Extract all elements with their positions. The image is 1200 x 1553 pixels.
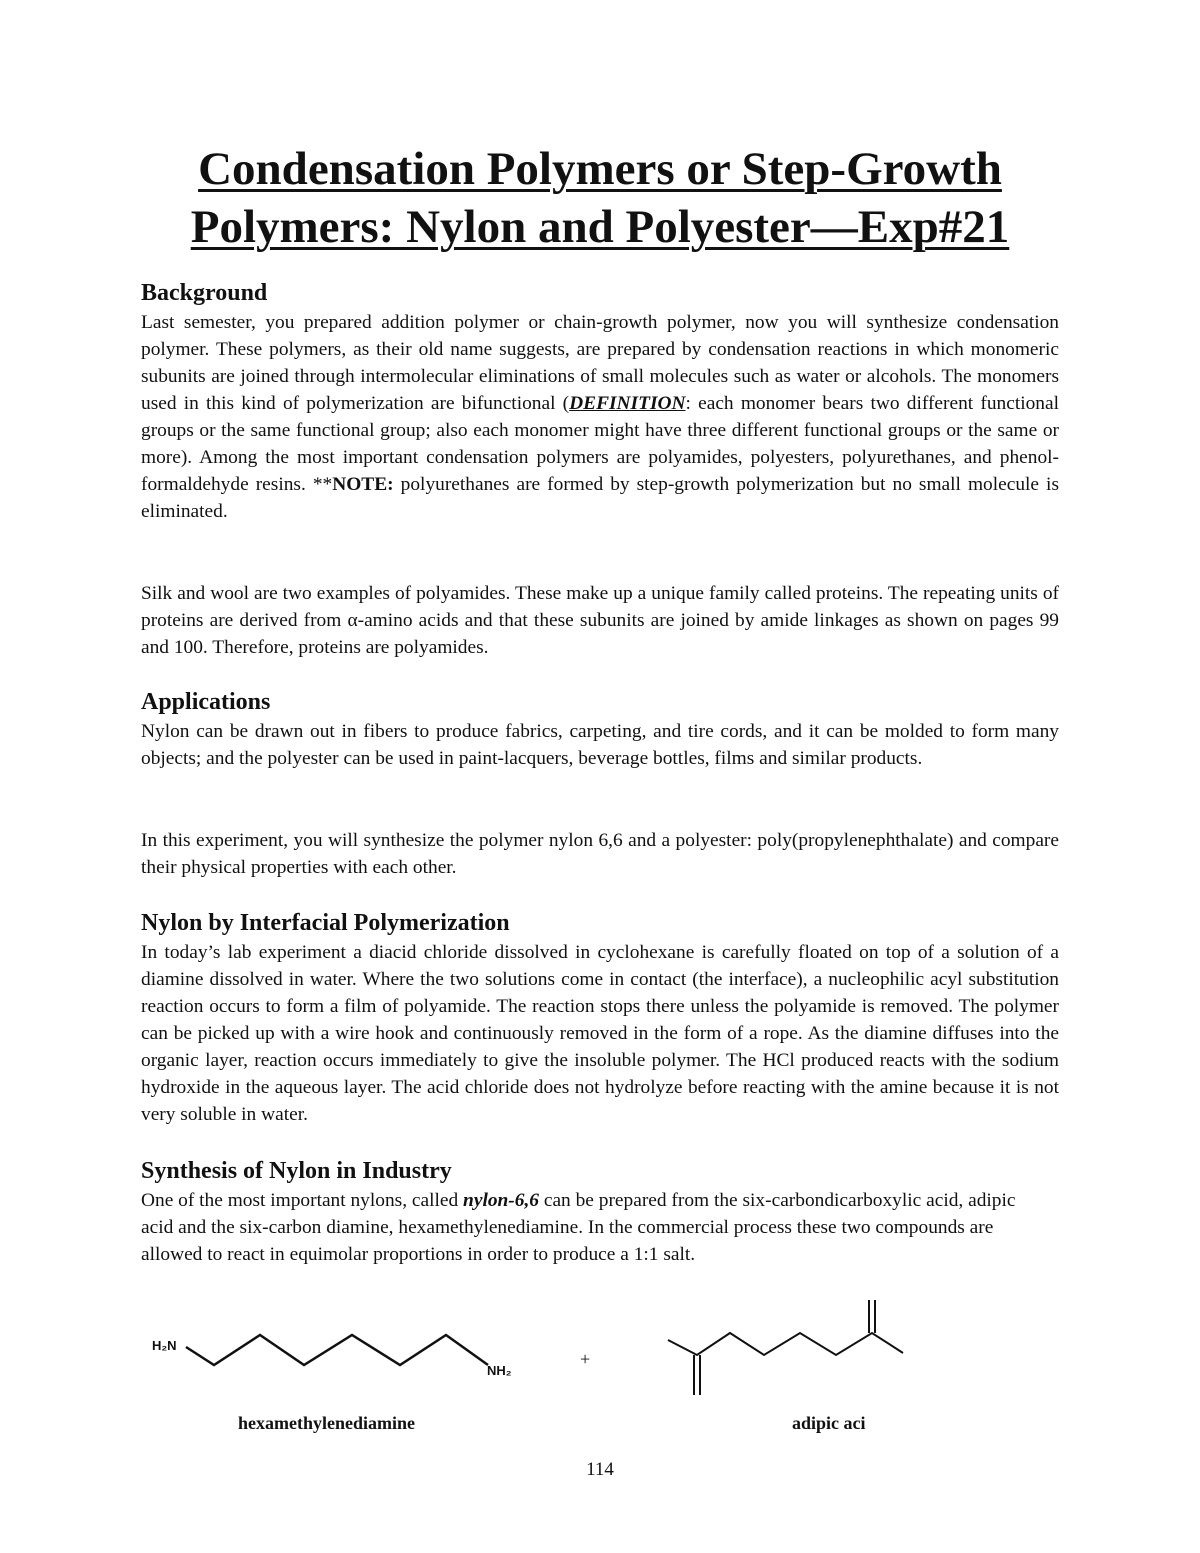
background-paragraph-1: [141, 309, 1059, 525]
definition-label: DEFINITION: [569, 393, 686, 414]
page-number: 114: [586, 1459, 614, 1480]
title-line-1: Condensation Polymers or Step-Growth: [198, 143, 1002, 195]
nylon-66-term: nylon-6,6: [463, 1190, 539, 1211]
adipic-acid-structure: [668, 1300, 903, 1395]
background-text-b: : each monomer bears two different functional groups or the same functional group; also each monomer might have three different functional groups or the same or more). Among the most important condensation polymers are polyamides, polyesters, polyurethanes, and phenol-formaldehyde resins. **: [141, 393, 1059, 495]
plus-sign: +: [580, 1349, 591, 1369]
hexamethylenediamine-structure: [186, 1335, 488, 1365]
industry-paragraph: [141, 1187, 1041, 1268]
applications-heading: Applications: [141, 689, 271, 715]
amine-label-right: NH₂: [487, 1363, 512, 1378]
industry-text-b: can be prepared from the six-carbondicarboxylic acid, adipic acid and the six-carbon diamine, hexamethylenediamine. In the commercial process these two compounds are allowed to react in equimolar proportions in order to produce a 1:1 salt.: [141, 1190, 1016, 1265]
background-text-c: polyurethanes are formed by step-growth polymerization but no small molecule is eliminated.: [141, 474, 1059, 522]
interfacial-paragraph: In today’s lab experiment a diacid chloride dissolved in cyclohexane is carefully floated on top of a solution of a diamine dissolved in water. Where the two solutions come in contact (the interface), a nucleophilic acyl substitution reaction occurs to form a film of polyamide. The reaction stops there unless the polyamide is removed. The polymer can be picked up with a wire hook and continuously removed in the form of a rope. As the diamine diffuses into the organic layer, reaction occurs immediately to give the insoluble polymer. The HCl produced reacts with the sodium hydroxide in the aqueous layer. The acid chloride does not hydrolyze before reacting with the amine because it is not very soluble in water.: [141, 942, 1059, 1125]
reaction-figure: [0, 1295, 1200, 1445]
background-text-a: Last semester, you prepared addition polymer or chain-growth polymer, now you will synthesize condensation polymer. These polymers, as their old name suggests, are prepared by condensation reactions in which monomeric subunits are joined through intermolecular eliminations of small molecules such as water or alcohols. The monomers used in this kind of polymerization are bifunctional (: [141, 312, 1059, 414]
applications-paragraph-2: In this experiment, you will synthesize the polymer nylon 6,6 and a polyester: poly(propylenephthalate) and compare their physical properties with each other.: [141, 830, 1059, 878]
caption-adipic-acid: adipic aci: [792, 1413, 866, 1433]
page-title: [100, 140, 1100, 256]
caption-hexamethylenediamine: hexamethylenediamine: [238, 1413, 415, 1433]
title-line-2: Polymers: Nylon and Polyester—Exp#21: [190, 201, 1010, 253]
structure-drawings: [0, 1295, 1200, 1445]
background-heading: Background: [141, 280, 268, 306]
industry-heading: Synthesis of Nylon in Industry: [141, 1158, 452, 1184]
industry-text-a: One of the most important nylons, called: [141, 1190, 464, 1211]
background-paragraph-2: Silk and wool are two examples of polyamides. These make up a unique family called proteins. The repeating units of proteins are derived from α-amino acids and that these subunits are joined by amide linkages as shown on pages 99 and 100. Therefore, proteins are polyamides.: [141, 583, 1059, 658]
interfacial-heading: Nylon by Interfacial Polymerization: [141, 910, 510, 936]
note-label: NOTE:: [332, 474, 394, 495]
applications-paragraph-1: Nylon can be drawn out in fibers to produce fabrics, carpeting, and tire cords, and it can be molded to form many objects; and the polyester can be used in paint-lacquers, beverage bottles, films and similar products.: [141, 721, 1059, 769]
amine-label-left: H₂N: [152, 1338, 177, 1353]
